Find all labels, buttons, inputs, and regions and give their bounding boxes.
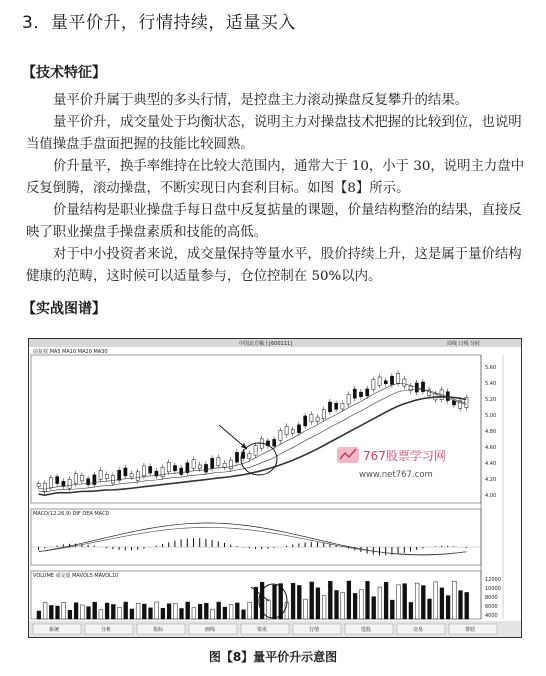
volume-bar [452, 581, 456, 619]
volume-bar [409, 602, 413, 619]
candle [341, 403, 344, 409]
candle [291, 430, 294, 433]
candle [136, 472, 139, 480]
candle [322, 410, 325, 419]
volume-bar [211, 609, 215, 619]
price-axis [485, 365, 496, 499]
candle [211, 458, 214, 468]
candle [56, 477, 59, 484]
candle [223, 463, 226, 467]
volume-bar [130, 609, 134, 619]
paragraph-2 [26, 112, 526, 156]
bottom-tab-label: 系统 [49, 627, 60, 633]
bottom-tab-label: 指标 [153, 627, 164, 633]
volume-bar [446, 596, 450, 619]
price-tick: 5.60 [485, 365, 497, 371]
stock-chart-svg [29, 339, 521, 637]
candle [372, 380, 375, 390]
candle [74, 474, 77, 484]
candle [93, 475, 96, 485]
price-tick: 5.40 [485, 381, 497, 387]
paragraph-4 [26, 200, 526, 244]
volume-tick: 10000 [485, 586, 501, 592]
candle [149, 466, 152, 473]
volume-bar [434, 582, 438, 619]
price-tick: 4.00 [485, 493, 497, 499]
volume-bar [124, 602, 128, 619]
price-tick: 5.20 [485, 397, 497, 403]
volume-bar [341, 593, 345, 619]
candle [124, 468, 127, 476]
volume-bar [304, 599, 308, 619]
bottom-tab-label: 帮助 [465, 627, 476, 633]
stock-chart-screenshot [28, 338, 522, 638]
volume-bar [421, 586, 425, 619]
paragraph-3 [26, 156, 526, 200]
candle [310, 414, 313, 421]
volume-bar [440, 588, 444, 619]
volume-tick: 4000 [485, 613, 498, 619]
volume-bars [37, 581, 469, 619]
candle [384, 381, 387, 384]
volume-bar [105, 603, 109, 619]
volume-bar [93, 602, 97, 619]
volume-bar [161, 608, 165, 619]
volume-bar [204, 603, 208, 619]
volume-bar [37, 611, 41, 619]
candle [316, 417, 319, 421]
candle [62, 481, 65, 486]
watermark-brand: 767股票学习网 [363, 449, 446, 463]
volume-bar [384, 582, 388, 619]
bottom-tab-label: 资讯 [257, 627, 268, 633]
price-tick: 5.00 [485, 413, 497, 419]
candle [397, 373, 400, 383]
candle [217, 458, 220, 466]
candle [403, 379, 406, 386]
volume-bar [335, 590, 339, 619]
volume-bar [62, 602, 66, 619]
candle [80, 475, 83, 481]
candle [297, 425, 300, 433]
volume-bar [192, 608, 196, 619]
volume-bar [428, 599, 432, 619]
candle [328, 402, 331, 412]
candle [204, 464, 207, 472]
volume-bar [229, 605, 233, 619]
candle [347, 394, 350, 404]
volume-bar [56, 606, 60, 619]
macd-series [31, 523, 481, 555]
ma-legend: 前复权 MA5 MA10 MA20 MA30 [33, 349, 108, 355]
bottom-tab-label: 选股 [361, 627, 372, 633]
volume-bar [322, 596, 326, 619]
paragraph-text: 量平价升，成交量处于均衡状态，说明主力对操盘技术把握的比较到位，也说明当值操盘手盘面把握的技能比较圆熟。 [26, 115, 522, 152]
candle [359, 392, 362, 397]
macd-panel [31, 509, 481, 565]
candle [49, 478, 52, 488]
candle [285, 426, 288, 434]
volume-bar [173, 604, 177, 619]
bottom-tab-label: 行情 [309, 627, 320, 633]
candle [254, 446, 257, 455]
paragraph-1 [26, 90, 526, 112]
chart-title: 中国北方稀土[600111] [239, 341, 292, 347]
candle [192, 460, 195, 469]
macd-dea-line [39, 527, 467, 554]
candle [229, 460, 232, 469]
candle [37, 484, 40, 487]
figure-caption: 图【8】量平价升示意图 [208, 650, 338, 664]
volume-tick: 6000 [485, 604, 498, 610]
candle [118, 470, 121, 480]
volume-bar [353, 593, 357, 619]
paragraph-text: 量平价升属于典型的多头行情，是控盘主力滚动操盘反复攀升的结果。 [53, 93, 469, 108]
volume-bar [397, 585, 401, 619]
price-panel [31, 355, 481, 503]
volume-bar [378, 587, 382, 619]
volume-bar [273, 585, 277, 619]
volume-axis [485, 577, 501, 619]
candle [353, 389, 356, 398]
volume-bar [310, 582, 314, 619]
volume-bar [136, 603, 140, 619]
candle [68, 479, 71, 488]
volume-bar [372, 597, 376, 619]
paragraph-5 [26, 244, 526, 288]
volume-bar [142, 604, 146, 619]
paragraph-text: 对于中小投资者来说，成交量保持等量水平，股价持续上升，这是属于量价结构健康的范畴，这时候可以适量参与，仓位控制在 50%以内。 [26, 247, 522, 284]
candle [142, 466, 145, 476]
candle [273, 439, 276, 446]
price-tick: 4.20 [485, 477, 497, 483]
candle [390, 376, 393, 384]
candle [366, 389, 369, 396]
volume-bar [217, 602, 221, 619]
watermark [337, 447, 446, 480]
candle [279, 431, 282, 441]
volume-bar [167, 604, 171, 619]
candle [173, 466, 176, 471]
candle [161, 467, 164, 476]
volume-bar [248, 602, 252, 619]
section-title-chart: 【实战图谱】 [22, 301, 106, 317]
volume-tick: 8000 [485, 595, 498, 601]
volume-bar [99, 610, 103, 619]
volume-bar [223, 607, 227, 619]
volume-bar [87, 607, 91, 619]
price-tick: 4.80 [485, 429, 497, 435]
candle [43, 483, 46, 491]
volume-bar [74, 603, 78, 619]
volume-bar [297, 585, 301, 619]
volume-bar [390, 600, 394, 619]
volume-bar [328, 581, 332, 619]
volume-bar [316, 588, 320, 619]
candle [421, 382, 424, 392]
volume-bar [149, 608, 153, 619]
volume-tick: 12000 [485, 577, 501, 583]
chart-period-switch: 周线 日线 分时 [447, 341, 481, 347]
candle [235, 452, 238, 462]
paragraph-text: 价量结构是职业操盘手每日盘中反复掂量的课题，价量结构整治的结果，直接反映了职业操盘手操盘素质和技能的高低。 [26, 203, 522, 240]
volume-bar [186, 602, 190, 619]
volume-bar [415, 583, 419, 619]
ma-line [39, 397, 467, 495]
volume-bar [235, 603, 239, 619]
volume-bar [459, 591, 463, 619]
volume-bar [465, 592, 469, 619]
volume-bar [43, 602, 47, 619]
section-heading: 3．量平价升，行情持续，适量买入 [22, 13, 296, 33]
bottom-tab-label: 分析 [101, 627, 112, 633]
volume-bar [111, 604, 115, 619]
section-title-features: 【技术特征】 [22, 65, 106, 81]
paragraph-text: 价升量平，换手率维持在比较大范围内，通常大于 10，小于 30，说明主力盘中反复倒腾，滚动操盘，不断实现日内套利目标。如图【8】所示。 [26, 159, 525, 196]
candle [452, 401, 455, 405]
volume-bar [118, 607, 122, 619]
bottom-tabs [33, 624, 497, 634]
candle [304, 416, 307, 426]
volume-legend: VOLUME 成交量 MAVOL5 MAVOL10 [33, 573, 119, 579]
candle [167, 462, 170, 471]
candle [335, 403, 338, 409]
macd-legend: MACD(12,26,9) DIF DEA MACD [33, 511, 110, 517]
volume-bar [242, 610, 246, 619]
candle [105, 474, 108, 478]
candle [378, 377, 381, 385]
price-tick: 4.60 [485, 445, 497, 451]
watermark-url: www.net767.com [359, 470, 433, 480]
bottom-tab-label: 交易 [413, 627, 424, 633]
volume-bar [359, 590, 363, 619]
volume-bar [80, 605, 84, 619]
volume-bar [155, 602, 159, 619]
candle [111, 476, 114, 483]
candle [99, 470, 102, 479]
candle [180, 468, 183, 474]
macd-dif-line [39, 523, 467, 555]
price-tick: 4.40 [485, 461, 497, 467]
volume-bar [291, 583, 295, 619]
volume-bar [366, 581, 370, 619]
volume-bar [347, 581, 351, 619]
volume-bar [49, 605, 53, 619]
candle [198, 465, 201, 469]
bottom-tab-label: 画线 [205, 627, 216, 633]
volume-bar [198, 604, 202, 619]
candle [130, 474, 133, 477]
candle [248, 453, 251, 458]
volume-bar [403, 584, 407, 619]
volume-bar [180, 608, 184, 619]
volume-bar [68, 610, 72, 619]
